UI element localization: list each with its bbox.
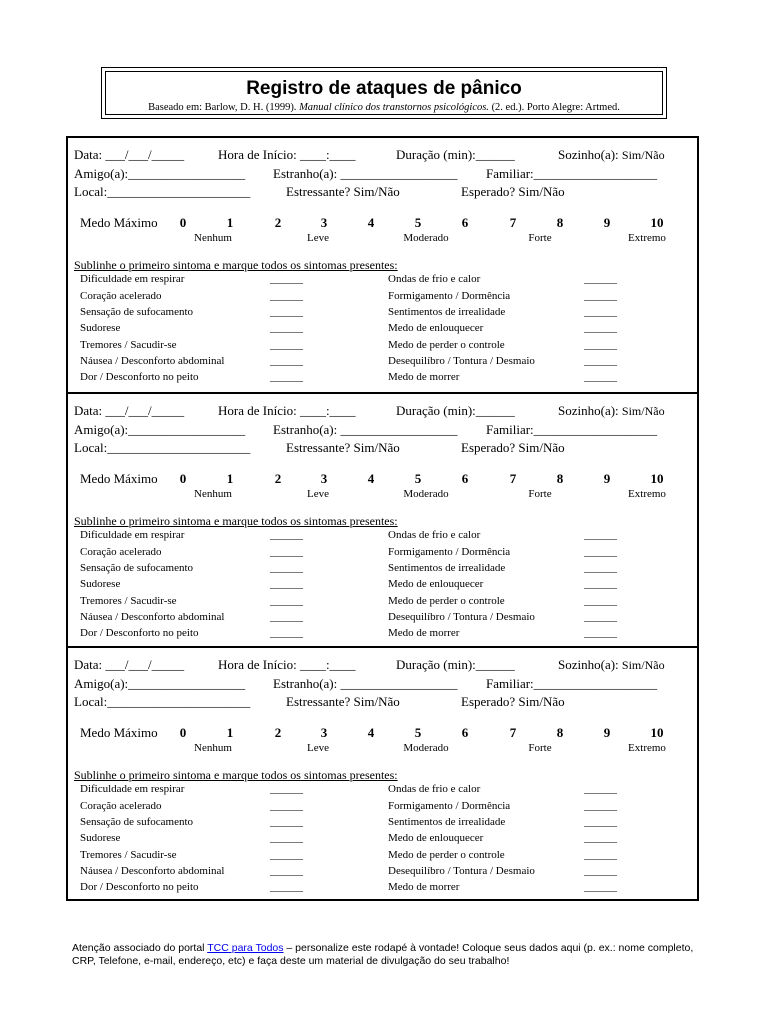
footer-note (72, 942, 712, 968)
fear-scale-number[interactable]: 4 (367, 215, 375, 230)
symptom-right: Ondas de frio e calor (388, 529, 481, 541)
symptom-right: Medo de morrer (388, 371, 460, 383)
fear-scale-number[interactable]: 4 (367, 725, 375, 740)
max-fear-label: Medo Máximo (80, 215, 158, 230)
symptom-left-blank[interactable]: ______ (270, 627, 303, 639)
symptom-left: Sudorese (80, 322, 121, 334)
symptom-left: Dor / Desconforto no peito (80, 627, 199, 639)
symptom-right: Formigamento / Dormência (388, 800, 511, 812)
fear-scale-label: Leve (307, 232, 329, 244)
symptom-right-blank[interactable]: ______ (584, 306, 617, 318)
family-field[interactable]: Familiar:___________________ (486, 676, 658, 691)
fear-scale-number[interactable]: 7 (509, 725, 517, 740)
fear-scale-number[interactable]: 10 (650, 725, 664, 740)
fear-scale-label: Forte (528, 742, 552, 754)
fear-scale-label: Leve (307, 742, 329, 754)
symptom-left: Dor / Desconforto no peito (80, 371, 199, 383)
record-section-3 (68, 646, 697, 900)
stressful-field[interactable]: Estressante? Sim/Não (286, 694, 400, 709)
fear-scale-number[interactable]: 5 (414, 471, 422, 486)
fear-scale-label: Moderado (403, 742, 449, 754)
citation-suffix: (2. ed.). Porto Alegre: Artmed. (488, 102, 620, 113)
symptom-left-blank[interactable]: ______ (270, 783, 303, 795)
fear-scale-number[interactable]: 0 (179, 725, 187, 740)
fear-scale-label: Nenhum (194, 232, 232, 244)
symptom-right: Sentimentos de irrealidade (388, 562, 506, 574)
symptom-left: Náusea / Desconforto abdominal (80, 355, 225, 367)
fear-scale-number[interactable]: 3 (320, 215, 328, 230)
fear-scale-number[interactable]: 4 (367, 471, 375, 486)
fear-scale-label: Nenhum (194, 742, 232, 754)
citation-prefix: Baseado em: Barlow, D. H. (1999). (148, 102, 300, 113)
expected-field[interactable]: Esperado? Sim/Não (461, 440, 565, 455)
alone-options[interactable]: Sim/Não (621, 148, 665, 162)
duration-field[interactable]: Duração (min):______ (396, 657, 515, 672)
fear-scale-label: Moderado (403, 232, 449, 244)
symptom-left: Náusea / Desconforto abdominal (80, 865, 225, 877)
symptom-right: Formigamento / Dormência (388, 546, 511, 558)
symptom-right: Medo de perder o controle (388, 339, 505, 351)
stressful-field[interactable]: Estressante? Sim/Não (286, 184, 400, 199)
symptom-right-blank[interactable]: ______ (584, 849, 617, 861)
alone-label: Sozinho(a): (558, 657, 622, 672)
symptom-right: Ondas de frio e calor (388, 273, 481, 285)
expected-field[interactable]: Esperado? Sim/Não (461, 184, 565, 199)
symptom-right-blank[interactable]: ______ (584, 273, 617, 285)
symptom-right-blank[interactable]: ______ (584, 371, 617, 383)
symptom-left: Dificuldade em respirar (80, 529, 185, 541)
symptom-right-blank[interactable]: ______ (584, 339, 617, 351)
fear-scale-number[interactable]: 8 (556, 471, 564, 486)
symptom-right: Medo de morrer (388, 627, 460, 639)
symptom-left: Sensação de sufocamento (80, 816, 194, 828)
location-field[interactable]: Local:______________________ (74, 694, 251, 709)
symptom-right: Medo de morrer (388, 881, 460, 893)
fear-scale-number[interactable]: 1 (226, 215, 234, 230)
symptom-left-blank[interactable]: ______ (270, 578, 303, 590)
footer-text-end: – personalize este rodapé à vontade! Coloque seus dados aqui (p. ex.: nome completo, CRP, Telefone, e-mail, endereço, etc) e faça deste um material de divulgação do seu trabalho! (72, 942, 694, 967)
symptom-left-blank[interactable]: ______ (270, 562, 303, 574)
symptom-right: Formigamento / Dormência (388, 290, 511, 302)
symptom-left-blank[interactable]: ______ (270, 273, 303, 285)
symptoms-instruction: Sublinhe o primeiro sintoma e marque todos os sintomas presentes: (74, 258, 398, 272)
symptom-right-blank[interactable]: ______ (584, 865, 617, 877)
symptom-left-blank[interactable]: ______ (270, 881, 303, 893)
fear-scale-number[interactable]: 2 (274, 725, 282, 740)
fear-scale-number[interactable]: 8 (556, 725, 564, 740)
symptom-right-blank[interactable]: ______ (584, 800, 617, 812)
fear-scale-number[interactable]: 10 (650, 215, 664, 230)
symptom-left: Sensação de sufocamento (80, 306, 194, 318)
symptom-right-blank[interactable]: ______ (584, 529, 617, 541)
fear-scale-number[interactable]: 10 (650, 471, 664, 486)
symptom-right-blank[interactable]: ______ (584, 783, 617, 795)
symptom-right-blank[interactable]: ______ (584, 611, 617, 623)
symptom-left: Tremores / Sacudir-se (80, 849, 177, 861)
symptom-left: Coração acelerado (80, 290, 162, 302)
stressful-field[interactable]: Estressante? Sim/Não (286, 440, 400, 455)
symptom-left-blank[interactable]: ______ (270, 832, 303, 844)
symptom-left: Dor / Desconforto no peito (80, 881, 199, 893)
fear-scale-number[interactable]: 0 (179, 215, 187, 230)
record-section-1 (68, 138, 697, 392)
location-field[interactable]: Local:______________________ (74, 440, 251, 455)
fear-scale-number[interactable]: 8 (556, 215, 564, 230)
symptom-right: Medo de perder o controle (388, 849, 505, 861)
header-box (101, 67, 667, 119)
fear-scale-number[interactable]: 3 (320, 725, 328, 740)
fear-scale-number[interactable]: 1 (226, 725, 234, 740)
max-fear-label: Medo Máximo (80, 471, 158, 486)
alone-label: Sozinho(a): (558, 403, 622, 418)
symptom-right-blank[interactable]: ______ (584, 595, 617, 607)
alone-label: Sozinho(a): (558, 147, 622, 162)
fear-scale-number[interactable]: 9 (603, 725, 611, 740)
fear-scale-label: Extremo (628, 742, 666, 754)
portal-link[interactable]: TCC para Todos (207, 942, 284, 954)
symptom-right: Ondas de frio e calor (388, 783, 481, 795)
family-field[interactable]: Familiar:___________________ (486, 422, 658, 437)
symptom-right-blank[interactable]: ______ (584, 290, 617, 302)
symptom-left-blank[interactable]: ______ (270, 355, 303, 367)
symptom-right-blank[interactable]: ______ (584, 562, 617, 574)
symptom-right-blank[interactable]: ______ (584, 578, 617, 590)
symptom-left-blank[interactable]: ______ (270, 849, 303, 861)
fear-scale-number[interactable]: 9 (603, 215, 611, 230)
fear-scale-label: Forte (528, 232, 552, 244)
symptom-left-blank[interactable]: ______ (270, 529, 303, 541)
friend-field[interactable]: Amigo(a):__________________ (74, 676, 246, 691)
location-field[interactable]: Local:______________________ (74, 184, 251, 199)
symptom-left-blank[interactable]: ______ (270, 611, 303, 623)
symptom-left-blank[interactable]: ______ (270, 290, 303, 302)
stranger-field[interactable]: Estranho(a): __________________ (273, 166, 458, 181)
symptom-left-blank[interactable]: ______ (270, 595, 303, 607)
symptom-left: Dificuldade em respirar (80, 783, 185, 795)
fear-scale-number[interactable]: 7 (509, 215, 517, 230)
records-container (66, 136, 699, 901)
stranger-field[interactable]: Estranho(a): __________________ (273, 422, 458, 437)
fear-scale-number[interactable]: 6 (461, 471, 469, 486)
fear-scale-number[interactable]: 1 (226, 471, 234, 486)
date-field[interactable]: Data: ___/___/_____ (74, 657, 185, 672)
symptom-right-blank[interactable]: ______ (584, 546, 617, 558)
symptom-left: Dificuldade em respirar (80, 273, 185, 285)
symptom-right-blank[interactable]: ______ (584, 355, 617, 367)
date-field[interactable]: Data: ___/___/_____ (74, 403, 185, 418)
symptom-right: Medo de enlouquecer (388, 832, 484, 844)
symptom-left-blank[interactable]: ______ (270, 322, 303, 334)
alone-field[interactable] (558, 403, 665, 419)
symptom-right-blank[interactable]: ______ (584, 816, 617, 828)
start-time-field[interactable]: Hora de Início: ____:____ (218, 403, 356, 418)
page-title: Registro de ataques de pânico (246, 78, 522, 99)
start-time-field[interactable]: Hora de Início: ____:____ (218, 657, 356, 672)
friend-field[interactable]: Amigo(a):__________________ (74, 166, 246, 181)
symptom-left: Coração acelerado (80, 800, 162, 812)
fear-scale-label: Extremo (628, 488, 666, 500)
symptom-left: Sensação de sufocamento (80, 562, 194, 574)
symptom-left-blank[interactable]: ______ (270, 865, 303, 877)
fear-scale-number[interactable]: 2 (274, 471, 282, 486)
source-citation (106, 101, 662, 114)
symptom-right: Desequilíbro / Tontura / Desmaio (388, 355, 535, 367)
record-section-2 (68, 392, 697, 646)
symptom-left-blank[interactable]: ______ (270, 816, 303, 828)
symptom-right: Medo de enlouquecer (388, 322, 484, 334)
symptom-right: Desequilíbro / Tontura / Desmaio (388, 611, 535, 623)
stranger-field[interactable]: Estranho(a): __________________ (273, 676, 458, 691)
alone-field[interactable] (558, 657, 665, 673)
symptoms-instruction: Sublinhe o primeiro sintoma e marque todos os sintomas presentes: (74, 768, 398, 782)
fear-scale-number[interactable]: 0 (179, 471, 187, 486)
symptom-right-blank[interactable]: ______ (584, 832, 617, 844)
duration-field[interactable]: Duração (min):______ (396, 403, 515, 418)
symptom-left: Tremores / Sacudir-se (80, 339, 177, 351)
family-field[interactable]: Familiar:___________________ (486, 166, 658, 181)
symptoms-instruction: Sublinhe o primeiro sintoma e marque todos os sintomas presentes: (74, 514, 398, 528)
fear-scale-label: Leve (307, 488, 329, 500)
max-fear-label: Medo Máximo (80, 725, 158, 740)
symptom-left: Sudorese (80, 832, 121, 844)
header-inner-border (105, 71, 663, 115)
fear-scale-label: Nenhum (194, 488, 232, 500)
fear-scale-label: Forte (528, 488, 552, 500)
fear-scale-number[interactable]: 3 (320, 471, 328, 486)
symptom-left-blank[interactable]: ______ (270, 371, 303, 383)
alone-field[interactable] (558, 147, 665, 163)
symptom-left: Tremores / Sacudir-se (80, 595, 177, 607)
symptom-right: Medo de enlouquecer (388, 578, 484, 590)
citation-book-title: Manual clínico dos transtornos psicológicos. (299, 102, 489, 113)
symptom-right: Sentimentos de irrealidade (388, 816, 506, 828)
symptom-right-blank[interactable]: ______ (584, 322, 617, 334)
fear-scale-number[interactable]: 5 (414, 725, 422, 740)
fear-scale-label: Extremo (628, 232, 666, 244)
alone-options[interactable]: Sim/Não (621, 404, 665, 418)
symptom-left: Sudorese (80, 578, 121, 590)
footer-text-start: Atenção associado do portal (72, 942, 208, 954)
duration-field[interactable]: Duração (min):______ (396, 147, 515, 162)
start-time-field[interactable]: Hora de Início: ____:____ (218, 147, 356, 162)
symptom-left-blank[interactable]: ______ (270, 546, 303, 558)
symptom-right-blank[interactable]: ______ (584, 627, 617, 639)
fear-scale-number[interactable]: 9 (603, 471, 611, 486)
symptom-left-blank[interactable]: ______ (270, 339, 303, 351)
symptom-left-blank[interactable]: ______ (270, 306, 303, 318)
fear-scale-number[interactable]: 2 (274, 215, 282, 230)
date-field[interactable]: Data: ___/___/_____ (74, 147, 185, 162)
fear-scale-number[interactable]: 5 (414, 215, 422, 230)
fear-scale-number[interactable]: 6 (461, 215, 469, 230)
symptom-right: Medo de perder o controle (388, 595, 505, 607)
symptom-right: Sentimentos de irrealidade (388, 306, 506, 318)
fear-scale-number[interactable]: 7 (509, 471, 517, 486)
symptom-left-blank[interactable]: ______ (270, 800, 303, 812)
symptom-right: Desequilíbro / Tontura / Desmaio (388, 865, 535, 877)
symptom-left: Coração acelerado (80, 546, 162, 558)
alone-options[interactable]: Sim/Não (621, 658, 665, 672)
fear-scale-label: Moderado (403, 488, 449, 500)
friend-field[interactable]: Amigo(a):__________________ (74, 422, 246, 437)
fear-scale-number[interactable]: 6 (461, 725, 469, 740)
symptom-left: Náusea / Desconforto abdominal (80, 611, 225, 623)
symptom-right-blank[interactable]: ______ (584, 881, 617, 893)
expected-field[interactable]: Esperado? Sim/Não (461, 694, 565, 709)
